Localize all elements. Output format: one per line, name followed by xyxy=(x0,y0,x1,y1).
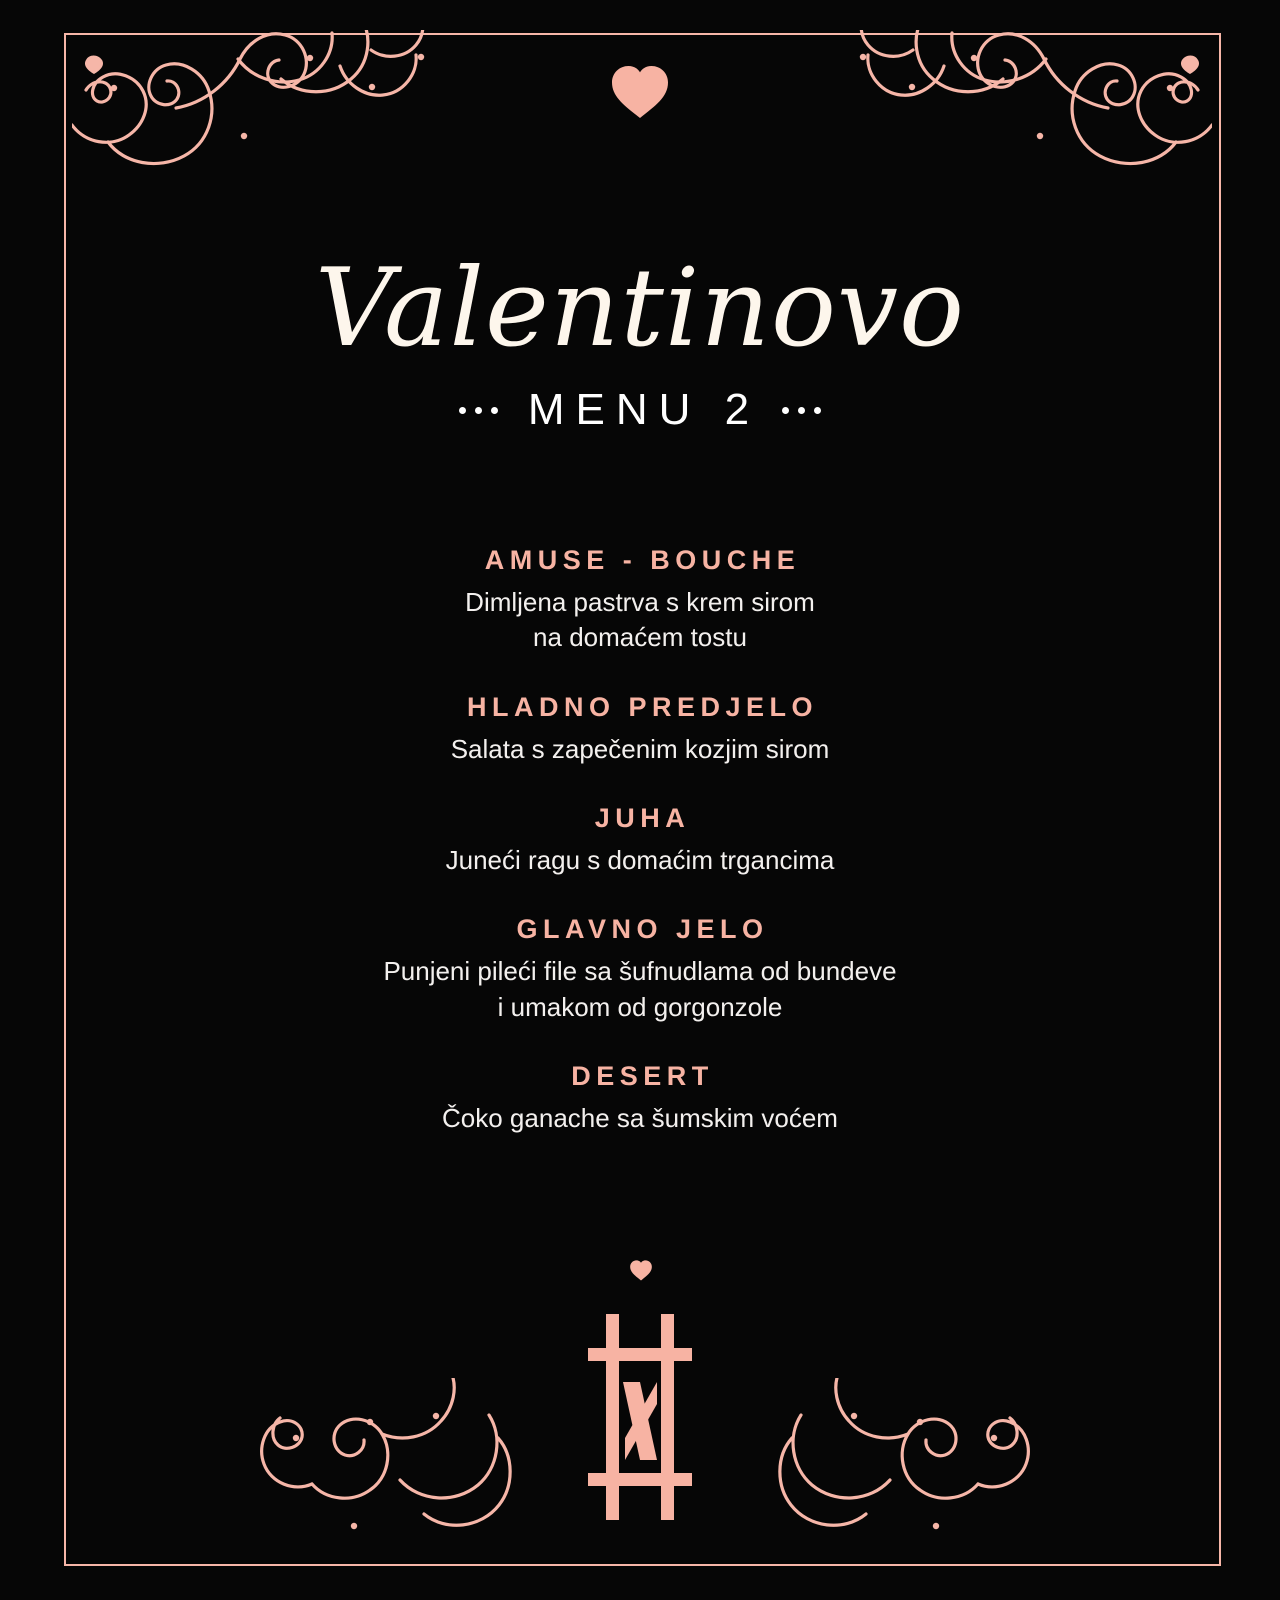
course-description-line: Dimljena pastrva s krem sirom xyxy=(465,587,815,617)
heart-icon xyxy=(609,60,671,122)
monogram-logo-icon xyxy=(578,1300,702,1530)
course-item xyxy=(0,914,1280,1025)
course-description-line: Punjeni pileći file sa šufnudlama od bundeve xyxy=(383,956,897,987)
dot-separator-left xyxy=(459,407,498,414)
menu-subtitle: MENU 2 xyxy=(527,385,761,434)
flourish-ornament-icon xyxy=(258,1378,528,1558)
course-description-line: Juneći ragu s domaćim trgancima xyxy=(445,845,835,876)
subtitle-row xyxy=(0,385,1280,435)
course-description xyxy=(0,732,1280,767)
course-description xyxy=(0,585,1280,656)
course-description-line: Salata s zapečenim kozjim sirom xyxy=(450,733,830,764)
course-item xyxy=(0,545,1280,656)
course-description xyxy=(0,843,1280,878)
course-list xyxy=(0,545,1280,1137)
course-description xyxy=(0,1101,1280,1136)
course-item xyxy=(0,692,1280,767)
course-title: DESERT xyxy=(571,1061,714,1092)
course-title: AMUSE - BOUCHE xyxy=(484,545,801,575)
course-description-line: Čoko ganache sa šumskim voćem xyxy=(442,1103,838,1134)
heart-icon xyxy=(629,1258,653,1282)
course-item xyxy=(0,1061,1280,1136)
title-block xyxy=(0,246,1280,435)
dot-separator-right xyxy=(782,407,821,414)
course-description xyxy=(0,954,1280,1025)
flourish-ornament-icon xyxy=(762,1378,1032,1558)
flourish-ornament-icon xyxy=(72,30,512,180)
course-title: GLAVNO JELO xyxy=(516,914,769,945)
course-item xyxy=(0,803,1280,878)
course-description-line: na domaćem tostu xyxy=(533,622,747,653)
flourish-ornament-icon xyxy=(772,30,1212,180)
course-title: HLADNO PREDJELO xyxy=(466,691,819,722)
course-description-line: i umakom od gorgonzole xyxy=(497,991,783,1022)
course-title: JUHA xyxy=(594,803,691,834)
page-title: Valentinovo xyxy=(314,246,966,371)
